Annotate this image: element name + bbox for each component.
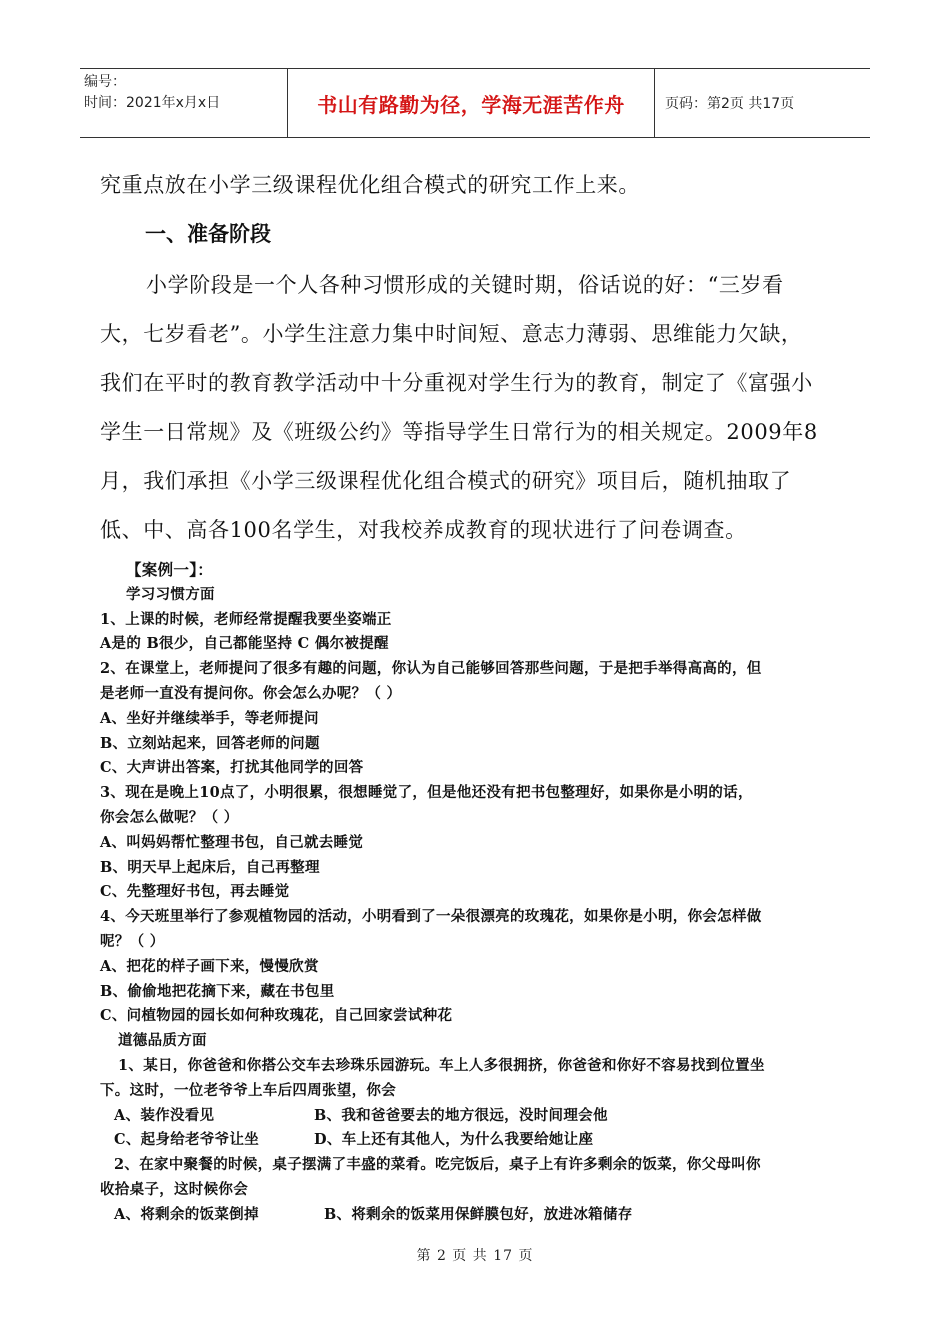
intro-line: 究重点放在小学三级课程优化组合模式的研究工作上来。 (100, 173, 640, 197)
moral-quality-title: 道德品质方面 (118, 1032, 207, 1050)
option-d: D、车上还有其他人，为什么我要给她让座 (314, 1131, 594, 1149)
header-motto: 书山有路勤为径，学海无涯苦作舟 (288, 69, 655, 137)
option-c: C、起身给老爷爷让坐 (114, 1131, 260, 1149)
option-row (100, 1128, 860, 1153)
section-title: 一、准备阶段 (145, 222, 271, 246)
paragraph-line: 学生一日常规》及《班级公约》等指导学生日常行为的相关规定。2009年8 (100, 420, 818, 444)
quiz-line: C、先整理好书包，再去睡觉 (100, 883, 290, 901)
moral-questions (100, 1054, 860, 1228)
quiz-line: B、偷偷地把花摘下来，藏在书包里 (100, 982, 335, 1000)
main-paragraph (100, 261, 852, 555)
quiz-line: 下。这时，一位老爷爷上车后四周张望，你会 (100, 1081, 396, 1099)
questionnaire (100, 558, 860, 1228)
quiz-line: C、大声讲出答案，打扰其他同学的回答 (100, 759, 364, 777)
header-time-label: 时间：2021年x月x日 (84, 95, 221, 111)
quiz-line: 4、今天班里举行了参观植物园的活动，小明看到了一朵很漂亮的玫瑰花，如果你是小明，你会怎样做 (100, 908, 762, 926)
header-page-info: 页码：第2页 共17页 (665, 96, 795, 112)
paragraph-line: 小学阶段是一个人各种习惯形成的关键时期，俗话说的好：“三岁看 (146, 273, 784, 297)
quiz-line: A、把花的样子画下来，慢慢欣赏 (100, 957, 319, 975)
paragraph-line: 月，我们承担《小学三级课程优化组合模式的研究》项目后，随机抽取了 (100, 469, 792, 493)
quiz-line: B、明天早上起床后，自己再整理 (100, 858, 320, 876)
quiz-line: 2、在课堂上，老师提问了很多有趣的问题，你认为自己能够回答那些问题，于是把手举得高高的，但 (100, 660, 762, 678)
option-row (100, 1203, 860, 1228)
quiz-line: C、问植物园的园长如何种玫瑰花，自己回家尝试种花 (100, 1007, 453, 1025)
quiz-line: 3、现在是晚上10点了，小明很累，很想睡觉了，但是他还没有把书包整理好，如果你是小明的话， (100, 784, 753, 802)
quiz-line: A、坐好并继续举手，等老师提问 (100, 709, 319, 727)
paragraph-line: 大，七岁看老”。小学生注意力集中时间短、意志力薄弱、思维能力欠缺， (100, 322, 803, 346)
quiz-line: 你会怎么做呢？（ ） (100, 808, 239, 826)
option-b: B、将剩余的饭菜用保鲜膜包好，放进冰箱储存 (324, 1205, 633, 1223)
study-questions (100, 608, 860, 1030)
paragraph-line: 我们在平时的教育教学活动中十分重视对学生行为的教育，制定了《富强小 (100, 371, 813, 395)
quiz-line: 是老师一直没有提问你。你会怎么办呢？（ ） (100, 684, 402, 702)
paragraph-line: 低、中、高各100名学生，对我校养成教育的现状进行了问卷调查。 (100, 518, 747, 542)
quiz-line: A、叫妈妈帮忙整理书包，自己就去睡觉 (100, 833, 364, 851)
quiz-line: 呢？（ ） (100, 932, 165, 950)
header-meta (80, 69, 288, 137)
quiz-line: 1、某日，你爸爸和你搭公交车去珍珠乐园游玩。车上人多很拥挤，你爸爸和你好不容易找到位置坐 (118, 1056, 765, 1074)
header-code-label: 编号： (84, 74, 126, 90)
option-b: B、我和爸爸要去的地方很远，没时间理会他 (314, 1106, 608, 1124)
page-header (80, 68, 870, 138)
case-title: 【案例一】： (126, 560, 214, 579)
quiz-line: B、立刻站起来，回答老师的问题 (100, 734, 320, 752)
option-a: A、将剩余的饭菜倒掉 (114, 1205, 259, 1223)
intro-block (100, 161, 852, 210)
quiz-line: 2、在家中聚餐的时候，桌子摆满了丰盛的菜肴。吃完饭后，桌子上有许多剩余的饭菜，你父母叫你 (114, 1156, 761, 1174)
study-habits-title: 学习习惯方面 (126, 585, 215, 603)
option-a: A、装作没看见 (114, 1106, 215, 1124)
quiz-line: 收拾桌子，这时候你会 (100, 1180, 248, 1198)
quiz-line: A是的 B很少，自己都能坚持 C 偶尔被提醒 (100, 635, 389, 653)
page-footer: 第 2 页 共 17 页 (416, 1248, 534, 1264)
option-row (100, 1104, 860, 1129)
quiz-line: 1、上课的时候，老师经常提醒我要坐姿端正 (100, 610, 392, 628)
